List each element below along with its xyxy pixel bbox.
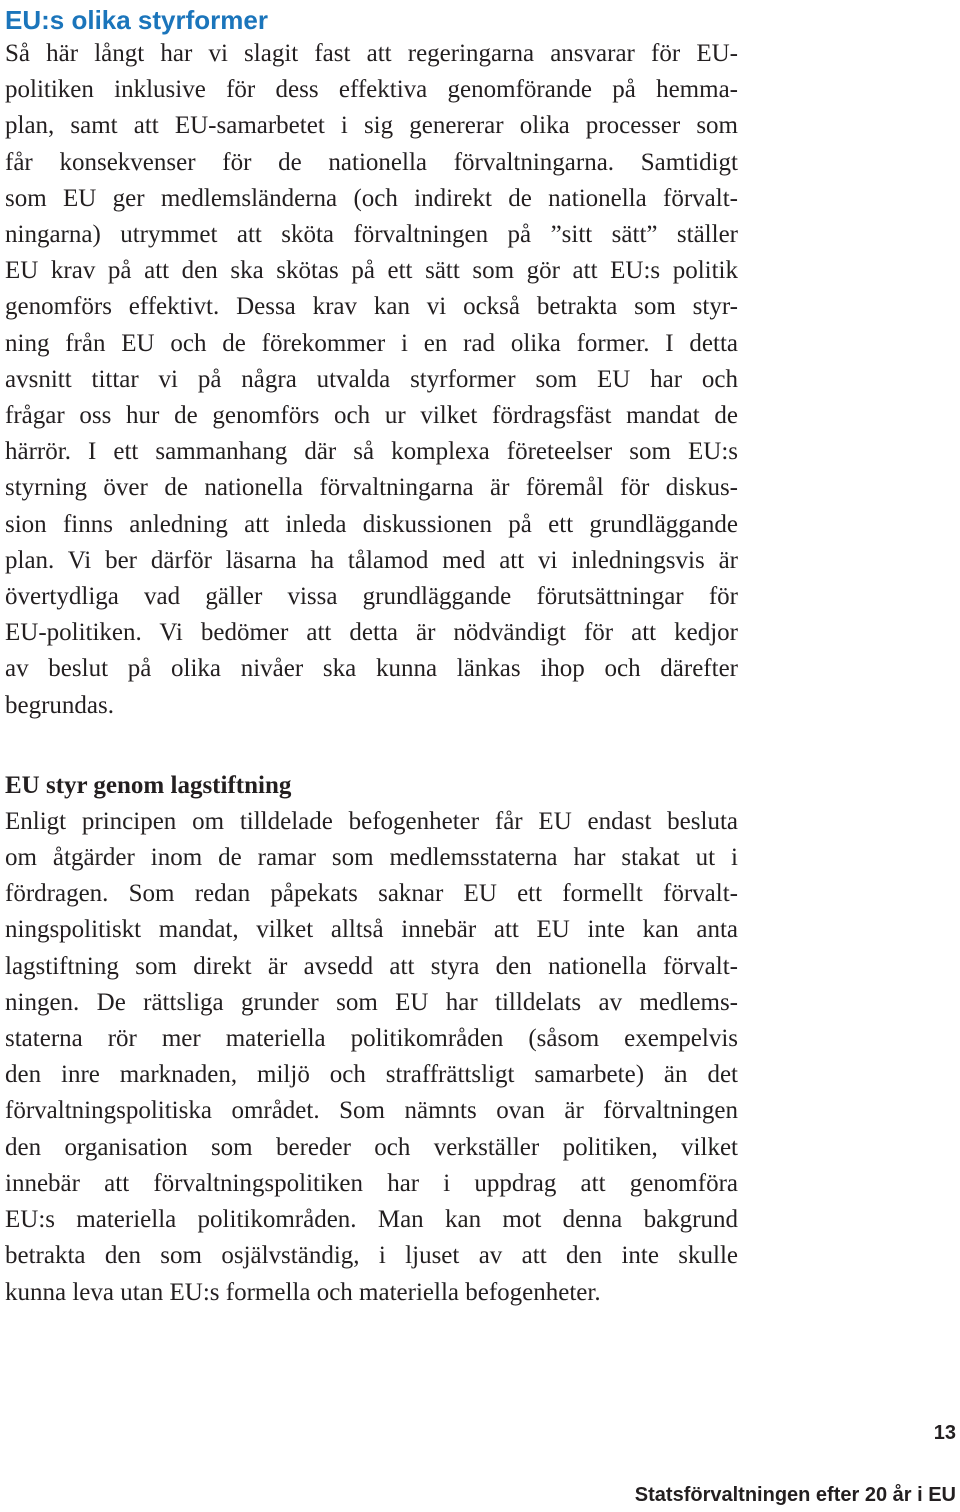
text-line: den organisation som bereder och verkställer politiken, vilket <box>5 1133 738 1161</box>
text-line: EU krav på att den ska skötas på ett sätt som gör att EU:s politik <box>5 257 738 285</box>
text-line: betrakta den som osjälvständig, i ljuset av att den inte skulle <box>5 1242 738 1270</box>
document-page <box>5 0 738 1311</box>
text-line: sion finns anledning att inleda diskussionen på ett grundläggande <box>5 510 738 538</box>
text-line: plan, samt att EU-samarbetet i sig genererar olika processer som <box>5 112 738 140</box>
running-footer: Statsförvaltningen efter 20 år i EU <box>634 1484 956 1506</box>
text-line: styrning över de nationella förvaltningarna är föremål för diskus- <box>5 474 738 502</box>
text-line: ningarna) utrymmet att sköta förvaltningen på ”sitt sätt” ställer <box>5 221 738 249</box>
text-line: plan. Vi ber därför läsarna ha tålamod med att vi inledningsvis är <box>5 546 738 574</box>
text-line: övertydliga vad gäller vissa grundläggande förutsättningar för <box>5 583 738 611</box>
text-line: fördragen. Som redan påpekats saknar EU ett formellt förvalt- <box>5 880 738 908</box>
text-line: EU-politiken. Vi bedömer att detta är nödvändigt för att kedjor <box>5 619 738 647</box>
text-line: Enligt principen om tilldelade befogenheter får EU endast besluta <box>5 807 738 835</box>
text-line: ningspolitiskt mandat, vilket alltså innebär att EU inte kan anta <box>5 916 738 944</box>
text-line: begrundas. <box>5 691 114 719</box>
text-line: den inre marknaden, miljö och straffrättsligt samarbete) än det <box>5 1061 738 1089</box>
text-line: ningen. De rättsliga grunder som EU har tilldelats av medlems- <box>5 988 738 1016</box>
text-line: Så här långt har vi slagit fast att regeringarna ansvarar för EU- <box>5 40 738 67</box>
text-line: staterna rör mer materiella politikområden (såsom exempelvis <box>5 1025 738 1053</box>
subsection-paragraph <box>5 804 738 1311</box>
text-line: politiken inklusive för dess effektiva genomförande på hemma- <box>5 76 738 104</box>
text-line: kunna leva utan EU:s formella och materiella befogenheter. <box>5 1278 601 1306</box>
section-title: EU:s olika styrformer <box>5 5 268 35</box>
text-line: genomförs effektivt. Dessa krav kan vi också betrakta som styr- <box>5 293 738 321</box>
page-number: 13 <box>933 1422 956 1444</box>
text-line: innebär att förvaltningspolitiken har i uppdrag att genomföra <box>5 1169 738 1197</box>
text-line: får konsekvenser för de nationella förvaltningarna. Samtidigt <box>5 148 738 176</box>
text-line: EU:s materiella politikområden. Man kan mot denna bakgrund <box>5 1206 738 1234</box>
text-line: ning från EU och de förekommer i en rad olika former. I detta <box>5 329 738 357</box>
text-line: frågar oss hur de genomförs och ur vilket fördragsfäst mandat de <box>5 402 738 430</box>
text-line: härrör. I ett sammanhang där så komplexa företeelser som EU:s <box>5 438 738 466</box>
text-line: av beslut på olika nivåer ska kunna länkas ihop och därefter <box>5 655 738 683</box>
text-line: om åtgärder inom de ramar som medlemsstaterna har stakat ut i <box>5 844 738 872</box>
subsection-title: EU styr genom lagstiftning <box>5 771 292 799</box>
text-line: lagstiftning som direkt är avsedd att styra den nationella förvalt- <box>5 952 738 980</box>
text-line: som EU ger medlemsländerna (och indirekt de nationella förvalt- <box>5 184 738 212</box>
section-paragraph <box>5 36 738 724</box>
text-line: förvaltningspolitiska området. Som nämnts ovan är förvaltningen <box>5 1097 738 1125</box>
text-line: avsnitt tittar vi på några utvalda styrformer som EU har och <box>5 365 738 393</box>
